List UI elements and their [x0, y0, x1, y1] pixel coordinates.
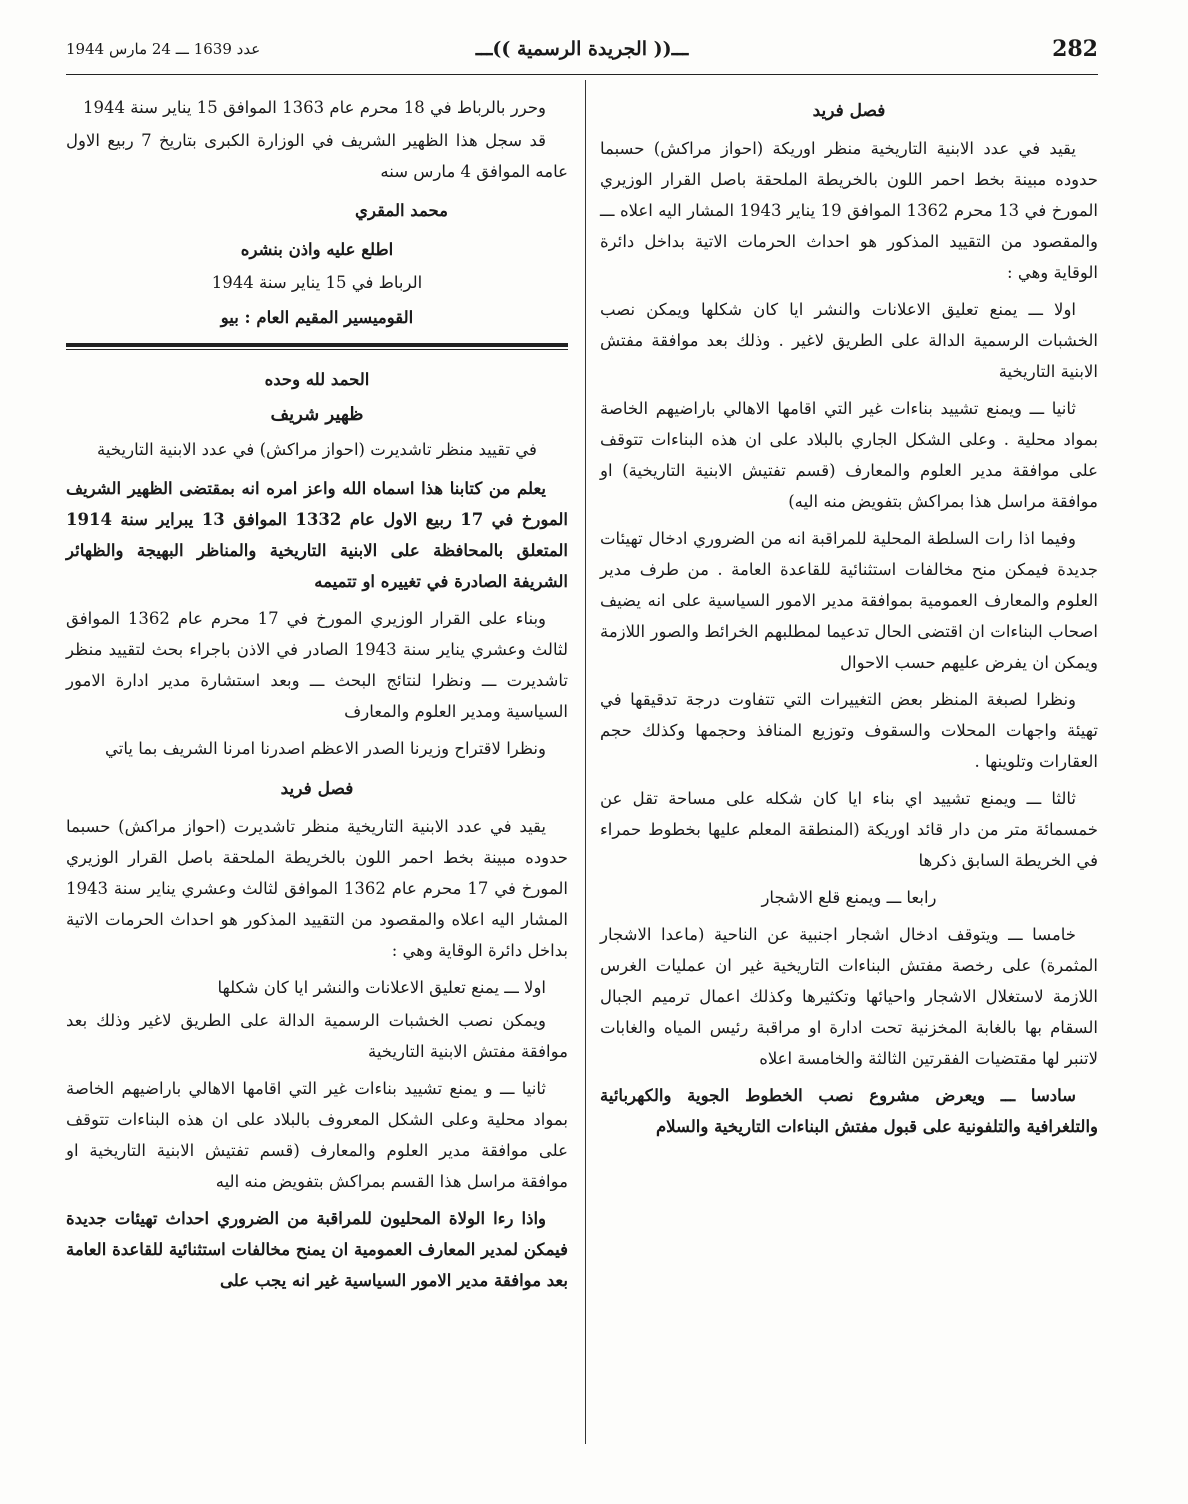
paragraph: سادسا ـــ ويعرض مشروع نصب الخطوط الجوية والكهربائية والتلغرافية والتلفونية على قبول مفتش البناءات التاريخية والسلام: [600, 1086, 1098, 1136]
left-column: [66, 92, 568, 1302]
dahir-subject: في تقييد منظر تاشديرت (احواز مراكش) في عدد الابنية التاريخية: [97, 440, 537, 459]
journal-title: ـــ(( الجريدة الرسمية ))ـــ: [475, 38, 689, 60]
paragraph: اولا ـــ يمنع تعليق الاعلانات والنشر ايا كان شكلها ويمكن نصب الخشبات الرسمية الدالة على الطريق لاغير . وذلك بعد موافقة مفتش الابنية التاريخية: [600, 300, 1098, 381]
paragraph: ثالثا ـــ ويمنع تشييد اي بناء ايا كان شكله على مساحة تقل عن خمسمائة متر من دار قائد اوريكة (المنطقة المعلم عليها بخطوط حمراء في الخريطة السابق ذكرها: [600, 789, 1098, 870]
header-rule: [66, 74, 1098, 75]
paragraph: ثانيا ـــ و يمنع تشييد بناءات غير التي اقامها الاهالي باراضيهم الخاصة بمواد محلية وعلى الشكل المعروف بالبلاد على ان هذه البناءات تتوقف على موافقة مدير العلوم والمعارف (قسم تفتيش الابنية التاريخية او موافقة مراسل هذا القسم بمراكش بتفويض منه اليه: [66, 1079, 568, 1191]
preamble-paragraph: وبناء على القرار الوزيري المورخ في 17 محرم عام 1362 الموافق لثالث وعشري يناير سنة 1943 الصادر في الاذن باجراء بحث لتقييد منظر تاشديرت ـــ ونظرا لنتائج البحث ـــ وبعد استشارة مدير ادارة الامور السياسية ومدير العلوم والمعارف: [66, 609, 568, 721]
resident-general: القوميسير المقيم العام : بيو: [220, 308, 414, 327]
signatory: محمد المقري: [355, 201, 448, 220]
paragraph: ويمكن نصب الخشبات الرسمية الدالة على الطريق لاغير وذلك بعد موافقة مفتش الابنية التاريخية: [66, 1011, 568, 1061]
preamble-paragraph: ونظرا لاقتراح وزيرنا الصدر الاعظم اصدرنا امرنا الشريف بما ياتي: [105, 739, 546, 758]
section-heading: فصل فريد: [280, 779, 354, 799]
registration-line: قد سجل هذا الظهير الشريف في الوزارة الكبرى بتاريخ 7 ربيع الاول عامه الموافق 4 مارس سنه: [66, 131, 568, 181]
section-heading: فصل فريد: [812, 101, 886, 121]
paragraph: اولا ـــ يمنع تعليق الاعلانات والنشر ايا كان شكلها: [217, 978, 546, 997]
right-column: [600, 92, 1098, 1148]
paragraph: واذا رءا الولاة المحليون للمراقبة من الضروري احداث تهيئات جديدة فيمكن لمدير المعارف العمومية ان يمنح مخالفات استثنائية للقاعدة العامة بعد موافقة مدير الامور السياسية غير انه يجب على: [66, 1209, 568, 1290]
paragraph: ونظرا لصبغة المنظر بعض التغييرات التي تتفاوت درجة تدقيقها في تهيئة واجهات المحلات والسقوف وتوزيع المنافذ وحجمها وكذلك حجم العقارات وتلوينها .: [600, 690, 1098, 771]
dahir-title: ظهير شريف: [270, 404, 364, 425]
paragraph: ثانيا ـــ ويمنع تشييد بناءات غير التي اقامها الاهالي باراضيهم الخاصة بمواد محلية . وعلى الشكل الجاري بالبلاد على ان هذه البناءات تتوقف على موافقة مدير العلوم والمعارف (قسم تفتيش الابنية التاريخية) او موافقة مراسل هذا بمراكش بتفويض منه اليه): [600, 399, 1098, 511]
approval: اطلع عليه واذن بنشره: [240, 240, 394, 259]
approval-place: الرباط في 15 يناير سنة 1944: [211, 273, 423, 292]
section-rule: [66, 343, 568, 350]
signing-line: وحرر بالرباط في 18 محرم عام 1363 الموافق 15 يناير سنة 1944: [83, 98, 546, 117]
issue-info: عدد 1639 ـــ 24 مارس 1944: [66, 40, 261, 58]
paragraph: يقيد في عدد الابنية التاريخية منظر تاشديرت (احواز مراكش) حسبما حدوده مبينة بخط احمر اللون بالخريطة الملحقة باصل القرار الوزيري المورخ في 17 محرم عام 1362 الموافق لثالث وعشري يناير سنة 1943 المشار اليه اعلاه والمقصود من التقييد المذكور هو احداث الحرمات الاتية بداخل دائرة الوقاية وهي :: [66, 817, 568, 960]
paragraph: يقيد في عدد الابنية التاريخية منظر اوريكة (احواز مراكش) حسبما حدوده مبينة بخط احمر اللون بالخريطة الملحقة باصل القرار الوزيري المورخ في 13 محرم 1362 الموافق 19 يناير 1943 المشار اليه اعلاه ـــ والمقصود من التقييد المذكور هو احداث الحرمات الاتية بداخل دائرة الوقاية وهي :: [600, 139, 1098, 282]
page-number: 282: [1052, 36, 1098, 62]
paragraph: رابعا ـــ ويمنع قلع الاشجار: [761, 888, 937, 907]
page-header: [66, 36, 1098, 72]
column-divider: [585, 80, 586, 1444]
preamble-paragraph: يعلم من كتابنا هذا اسماه الله واعز امره انه بمقتضى الظهير الشريف المورخ في 17 ربيع الاول عام 1332 الموافق 13 يبراير سنة 1914 المتعلق بالمحافظة على الابنية التاريخية والمناظر البهيجة والظهائر الشريفة الصادرة في تغييره او تتميمه: [66, 479, 568, 591]
invocation: الحمد لله وحده: [264, 370, 370, 389]
paragraph: خامسا ـــ ويتوقف ادخال اشجار اجنبية عن الناحية (ماعدا الاشجار المثمرة) على رخصة مفتش البناءات التاريخية غير ان عمليات الغرس اللازمة لاستغلال الاشجار واحيائها وتكثيرها وكذلك اعمال ترميم الجبال السقام بها بالغابة المخزنية تحت ادارة او مراقبة رئيس المياه والغابات لاتنبر لها مقتضيات الفقرتين الثالثة والخامسة اعلاه: [600, 925, 1098, 1068]
paragraph: وفيما اذا رات السلطة المحلية للمراقبة انه من الضروري ادخال تهيئات جديدة فيمكن منح مخالفات استثنائية للقاعدة العامة . من طرف مدير العلوم والمعارف العمومية بموافقة مدير الامور السياسية على انه يضيف اصحاب البناءات ان اقتضى الحال تدعيما لمطلبهم الخرائط والصور اللازمة ويمكن ان يفرض عليهم حسب الاحوال: [600, 529, 1098, 672]
